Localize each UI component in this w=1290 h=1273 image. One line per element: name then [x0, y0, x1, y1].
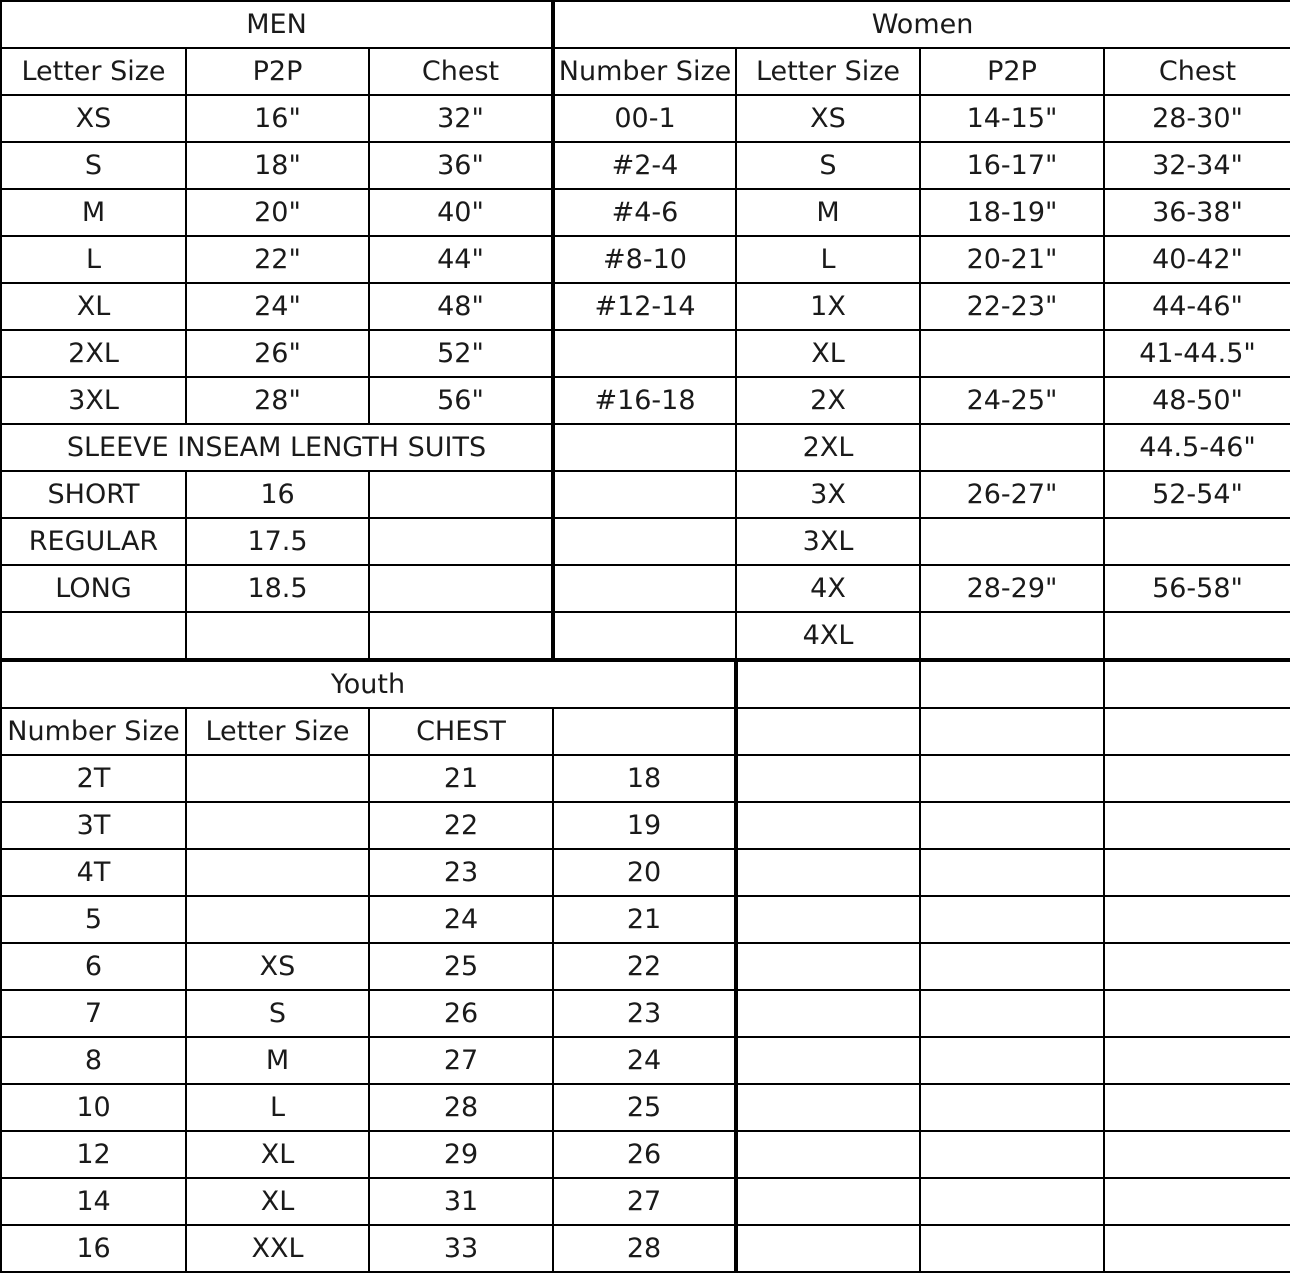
women-cell: 52-54" [1104, 471, 1290, 518]
youth-cell: 2T [1, 755, 186, 802]
women-cell [553, 518, 736, 565]
youth-cell: 22 [553, 943, 736, 990]
youth-cell [186, 896, 369, 943]
youth-cell: M [186, 1037, 369, 1084]
empty-cell [920, 1225, 1104, 1272]
men-cell: L [1, 236, 186, 283]
men-header-cell: Letter Size [1, 48, 186, 95]
empty-cell [1104, 755, 1290, 802]
youth-cell: 27 [369, 1037, 553, 1084]
youth-cell: XS [186, 943, 369, 990]
table-row [1, 849, 1290, 896]
empty-cell [736, 755, 920, 802]
women-cell: XS [736, 95, 920, 142]
youth-cell: 25 [553, 1084, 736, 1131]
table-row [1, 189, 1290, 236]
sleeve-cell [369, 518, 553, 565]
women-cell: 3XL [736, 518, 920, 565]
youth-cell: 19 [553, 802, 736, 849]
women-header-cell: Letter Size [736, 48, 920, 95]
women-cell: M [736, 189, 920, 236]
table-row [1, 236, 1290, 283]
youth-cell: 23 [553, 990, 736, 1037]
men-cell: 24" [186, 283, 369, 330]
table-row [1, 990, 1290, 1037]
table-row [1, 377, 1290, 424]
women-cell: 56-58" [1104, 565, 1290, 612]
empty-cell [1104, 1084, 1290, 1131]
youth-cell: 4T [1, 849, 186, 896]
table-row [1, 943, 1290, 990]
table-row [1, 424, 1290, 471]
youth-title: Youth [1, 660, 736, 708]
empty-cell [736, 990, 920, 1037]
youth-header-cell: Letter Size [186, 708, 369, 755]
youth-cell: 8 [1, 1037, 186, 1084]
men-header-cell: Chest [369, 48, 553, 95]
table-row [1, 142, 1290, 189]
men-cell: 40" [369, 189, 553, 236]
women-cell: 32-34" [1104, 142, 1290, 189]
youth-cell: XL [186, 1178, 369, 1225]
youth-header-cell: Number Size [1, 708, 186, 755]
women-cell: 00-1 [553, 95, 736, 142]
youth-cell: 28 [369, 1084, 553, 1131]
men-cell: XL [1, 283, 186, 330]
women-cell [920, 424, 1104, 471]
youth-cell: XL [186, 1131, 369, 1178]
women-cell [920, 330, 1104, 377]
empty-cell [1104, 1131, 1290, 1178]
women-cell: 2XL [736, 424, 920, 471]
empty-cell [1104, 990, 1290, 1037]
women-cell: #4-6 [553, 189, 736, 236]
youth-cell: 21 [369, 755, 553, 802]
women-cell: 44-46" [1104, 283, 1290, 330]
youth-cell [186, 755, 369, 802]
table-row [1, 518, 1290, 565]
youth-cell: 22 [369, 802, 553, 849]
table-row [1, 1225, 1290, 1272]
empty-cell [736, 660, 920, 708]
men-cell: 28" [186, 377, 369, 424]
women-cell [553, 330, 736, 377]
empty-cell [736, 1037, 920, 1084]
youth-cell: 20 [553, 849, 736, 896]
youth-cell: 7 [1, 990, 186, 1037]
youth-cell: L [186, 1084, 369, 1131]
women-cell: L [736, 236, 920, 283]
women-cell: 14-15" [920, 95, 1104, 142]
men-cell: 16" [186, 95, 369, 142]
women-cell: XL [736, 330, 920, 377]
sleeve-title: SLEEVE INSEAM LENGTH SUITS [1, 424, 553, 471]
men-cell: M [1, 189, 186, 236]
empty-cell [736, 943, 920, 990]
empty-cell [920, 755, 1104, 802]
youth-cell: 6 [1, 943, 186, 990]
women-cell: 16-17" [920, 142, 1104, 189]
empty-cell [920, 849, 1104, 896]
women-cell: 20-21" [920, 236, 1104, 283]
table-row [1, 1084, 1290, 1131]
youth-header-row [1, 708, 1290, 755]
men-cell: 32" [369, 95, 553, 142]
empty-cell [1104, 849, 1290, 896]
empty-cell [369, 612, 553, 660]
men-cell: 20" [186, 189, 369, 236]
empty-cell [1104, 943, 1290, 990]
empty-cell [1, 612, 186, 660]
sleeve-cell: LONG [1, 565, 186, 612]
women-header-cell: Chest [1104, 48, 1290, 95]
women-cell [553, 424, 736, 471]
women-cell: 36-38" [1104, 189, 1290, 236]
empty-cell [736, 1178, 920, 1225]
sleeve-cell: REGULAR [1, 518, 186, 565]
women-cell: 41-44.5" [1104, 330, 1290, 377]
empty-cell [736, 896, 920, 943]
sleeve-cell: 18.5 [186, 565, 369, 612]
empty-cell [736, 1131, 920, 1178]
empty-cell [920, 943, 1104, 990]
table-row [1, 1037, 1290, 1084]
table-row [1, 612, 1290, 660]
men-cell: 2XL [1, 330, 186, 377]
men-cell: 56" [369, 377, 553, 424]
youth-title-row [1, 660, 1290, 708]
women-cell [553, 612, 736, 660]
women-cell [553, 471, 736, 518]
table-row [1, 896, 1290, 943]
youth-cell: 24 [553, 1037, 736, 1084]
men-title: MEN [1, 1, 553, 48]
youth-cell: S [186, 990, 369, 1037]
women-cell [920, 518, 1104, 565]
youth-cell: 12 [1, 1131, 186, 1178]
table-row [1, 1178, 1290, 1225]
youth-cell: 16 [1, 1225, 186, 1272]
women-cell: 1X [736, 283, 920, 330]
empty-cell [736, 1225, 920, 1272]
youth-cell: 18 [553, 755, 736, 802]
header-row [1, 48, 1290, 95]
women-cell: 28-29" [920, 565, 1104, 612]
empty-cell [1104, 708, 1290, 755]
empty-cell [736, 802, 920, 849]
empty-cell [920, 1037, 1104, 1084]
empty-cell [1104, 896, 1290, 943]
youth-cell: 29 [369, 1131, 553, 1178]
women-cell: #8-10 [553, 236, 736, 283]
empty-cell [1104, 660, 1290, 708]
men-cell: XS [1, 95, 186, 142]
men-cell: 52" [369, 330, 553, 377]
section-title-row [1, 1, 1290, 48]
women-cell: 24-25" [920, 377, 1104, 424]
empty-cell [920, 990, 1104, 1037]
empty-cell [186, 612, 369, 660]
women-header-cell: P2P [920, 48, 1104, 95]
youth-cell: 24 [369, 896, 553, 943]
women-cell [1104, 612, 1290, 660]
men-header-cell: P2P [186, 48, 369, 95]
youth-cell: 25 [369, 943, 553, 990]
men-cell: 22" [186, 236, 369, 283]
youth-header-cell: CHEST [369, 708, 553, 755]
women-cell: 26-27" [920, 471, 1104, 518]
men-cell: 18" [186, 142, 369, 189]
table-row [1, 95, 1290, 142]
women-cell: 4X [736, 565, 920, 612]
women-cell: 28-30" [1104, 95, 1290, 142]
men-cell: 48" [369, 283, 553, 330]
women-cell: 18-19" [920, 189, 1104, 236]
table-row [1, 755, 1290, 802]
women-cell: S [736, 142, 920, 189]
youth-cell: 14 [1, 1178, 186, 1225]
women-cell: #2-4 [553, 142, 736, 189]
empty-cell [920, 802, 1104, 849]
table-row [1, 802, 1290, 849]
table-row [1, 471, 1290, 518]
empty-cell [1104, 1037, 1290, 1084]
youth-header-cell [553, 708, 736, 755]
women-title: Women [553, 1, 1290, 48]
table-row [1, 1131, 1290, 1178]
empty-cell [920, 660, 1104, 708]
table-row [1, 330, 1290, 377]
empty-cell [920, 708, 1104, 755]
sleeve-cell [369, 565, 553, 612]
empty-cell [1104, 1225, 1290, 1272]
empty-cell [920, 1178, 1104, 1225]
women-cell [1104, 518, 1290, 565]
youth-cell: 3T [1, 802, 186, 849]
table-row [1, 565, 1290, 612]
men-cell: 36" [369, 142, 553, 189]
youth-cell: 23 [369, 849, 553, 896]
youth-cell: 10 [1, 1084, 186, 1131]
youth-cell: 21 [553, 896, 736, 943]
women-cell: 44.5-46" [1104, 424, 1290, 471]
youth-cell: 28 [553, 1225, 736, 1272]
youth-cell: 31 [369, 1178, 553, 1225]
women-cell: 40-42" [1104, 236, 1290, 283]
youth-cell: 5 [1, 896, 186, 943]
youth-cell [186, 849, 369, 896]
women-cell [553, 565, 736, 612]
youth-cell: 33 [369, 1225, 553, 1272]
youth-cell: 27 [553, 1178, 736, 1225]
women-cell: 2X [736, 377, 920, 424]
women-cell: 48-50" [1104, 377, 1290, 424]
empty-cell [736, 1084, 920, 1131]
empty-cell [920, 1084, 1104, 1131]
women-cell: 3X [736, 471, 920, 518]
women-cell: 4XL [736, 612, 920, 660]
youth-cell [186, 802, 369, 849]
women-cell: #12-14 [553, 283, 736, 330]
empty-cell [736, 708, 920, 755]
sleeve-cell: SHORT [1, 471, 186, 518]
table-row [1, 283, 1290, 330]
empty-cell [920, 896, 1104, 943]
youth-cell: 26 [553, 1131, 736, 1178]
sleeve-cell [369, 471, 553, 518]
women-cell: #16-18 [553, 377, 736, 424]
men-cell: 44" [369, 236, 553, 283]
youth-cell: 26 [369, 990, 553, 1037]
women-header-cell: Number Size [553, 48, 736, 95]
sleeve-cell: 17.5 [186, 518, 369, 565]
men-cell: 3XL [1, 377, 186, 424]
empty-cell [1104, 802, 1290, 849]
youth-cell: XXL [186, 1225, 369, 1272]
empty-cell [920, 1131, 1104, 1178]
empty-cell [736, 849, 920, 896]
empty-cell [1104, 1178, 1290, 1225]
men-cell: S [1, 142, 186, 189]
sleeve-cell: 16 [186, 471, 369, 518]
women-cell: 22-23" [920, 283, 1104, 330]
women-cell [920, 612, 1104, 660]
men-cell: 26" [186, 330, 369, 377]
